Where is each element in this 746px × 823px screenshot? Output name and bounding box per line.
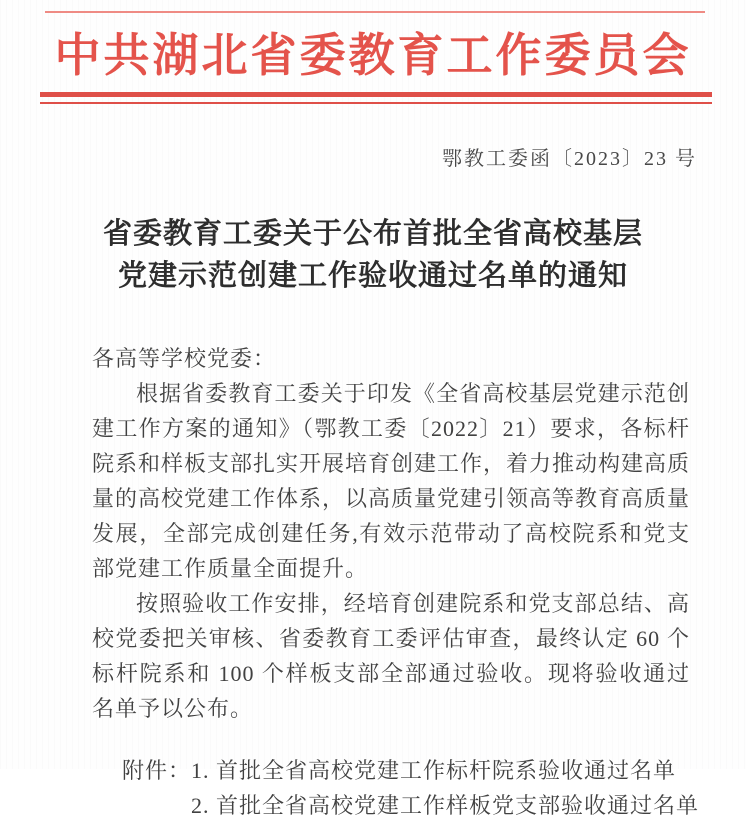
- attachment-item-2: 2. 首批全省高校党建工作样板党支部验收通过名单: [191, 793, 700, 818]
- separator-thin-line: [40, 102, 712, 104]
- top-red-rule: [45, 11, 705, 13]
- attachment-item-1: 1. 首批全省高校党建工作标杆院系验收通过名单: [191, 758, 677, 783]
- attachment-label: 附件：: [122, 758, 192, 783]
- letterhead-separator-rule: [40, 92, 712, 104]
- doc-number: 鄂教工委函〔2023〕23 号: [442, 148, 697, 170]
- doc-title: [0, 213, 746, 297]
- attachment-items: [191, 753, 699, 823]
- doc-title-line2: 党建示范创建工作验收通过名单的通知: [117, 260, 628, 292]
- doc-title-line1: 省委教育工委关于公布首批全省高校基层: [102, 218, 643, 250]
- doc-body: [92, 341, 700, 823]
- salutation: 各高等学校党委：: [92, 346, 277, 371]
- body-paragraph-2: 按照验收工作安排，经培育创建院系和党支部总结、高校党委把关审核、省委教育工委评估审查，最终认定 60 个标杆院系和 100 个样板支部全部通过验收。现将验收通过名单予以公布。: [92, 591, 690, 721]
- letterhead-org-name: 中共湖北省委教育工作委员会: [54, 30, 692, 81]
- body-paragraph-1: 根据省委教育工委关于印发《全省高校基层党建示范创建工作方案的通知》（鄂教工委〔2022〕21）要求，各标杆院系和样板支部扎实开展培育创建工作，着力推动构建高质量的高校党建工作体系，以高质量党建引领高等教育高质量发展，全部完成创建任务,有效示范带动了高校院系和党支部党建工作质量全面提升。: [92, 381, 691, 581]
- attachment-block: [92, 753, 700, 823]
